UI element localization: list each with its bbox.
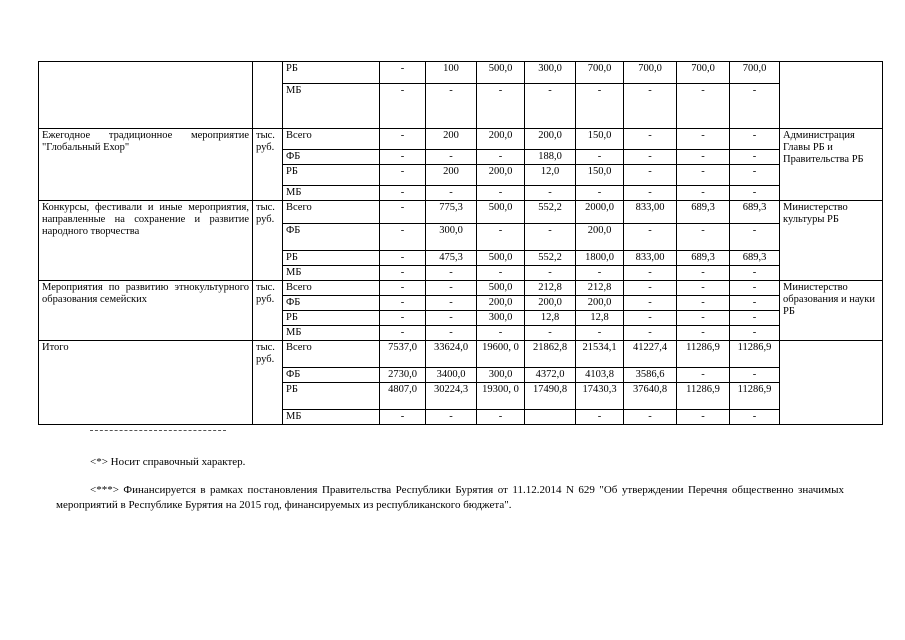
footnote-separator [90, 430, 226, 431]
value-cell: 200 [426, 165, 477, 186]
value-cell: - [677, 129, 730, 150]
value-cell: - [624, 224, 677, 251]
value-cell: - [426, 84, 477, 129]
unit-cell [253, 62, 283, 129]
funding-source: ФБ [283, 224, 380, 251]
value-cell: - [730, 150, 780, 165]
value-cell: - [677, 281, 730, 296]
value-cell: 700,0 [677, 62, 730, 84]
value-cell: - [576, 84, 624, 129]
value-cell: 552,2 [525, 251, 576, 266]
value-cell: 500,0 [477, 251, 525, 266]
unit-cell: тыс. руб. [253, 129, 283, 201]
value-cell: - [380, 326, 426, 341]
table-row [39, 62, 883, 84]
value-cell: - [576, 266, 624, 281]
value-cell: 212,8 [525, 281, 576, 296]
unit-cell: тыс. руб. [253, 281, 283, 341]
value-cell: - [677, 266, 730, 281]
value-cell: - [624, 150, 677, 165]
value-cell: 12,8 [576, 311, 624, 326]
value-cell: 300,0 [477, 368, 525, 383]
funding-source: ФБ [283, 296, 380, 311]
value-cell: - [477, 150, 525, 165]
value-cell: - [426, 266, 477, 281]
value-cell: 689,3 [677, 201, 730, 224]
value-cell [525, 410, 576, 425]
table-row [39, 201, 883, 224]
funding-source: РБ [283, 62, 380, 84]
funding-source: МБ [283, 84, 380, 129]
value-cell: 200,0 [576, 296, 624, 311]
value-cell: - [477, 84, 525, 129]
value-cell: - [730, 266, 780, 281]
value-cell: - [477, 224, 525, 251]
value-cell: 11286,9 [677, 341, 730, 368]
value-cell: - [380, 129, 426, 150]
value-cell: - [730, 281, 780, 296]
value-cell: - [426, 150, 477, 165]
value-cell: - [677, 311, 730, 326]
value-cell: 150,0 [576, 129, 624, 150]
executor-cell: Министерство культуры РБ [780, 201, 883, 281]
footnote-2: <***> Финансируется в рамках постановления Правительства Республики Бурятия от 11.12.2014 N 629 "Об утверждении Перечня общественно значимых мероприятий в Республике Бурятия на 2015 год, финансируемых из республиканского бюджета". [56, 484, 844, 511]
value-cell: - [730, 368, 780, 383]
activity-name: Конкурсы, фестивали и иные мероприятия, направленные на сохранение и развитие народного творчества [39, 201, 253, 281]
value-cell: 2730,0 [380, 368, 426, 383]
executor-cell [780, 341, 883, 425]
value-cell: 4103,8 [576, 368, 624, 383]
table-row [39, 281, 883, 296]
value-cell: - [380, 165, 426, 186]
value-cell: 200,0 [576, 224, 624, 251]
funding-source: МБ [283, 410, 380, 425]
value-cell: - [730, 129, 780, 150]
funding-source: МБ [283, 266, 380, 281]
value-cell: - [380, 281, 426, 296]
funding-source: ФБ [283, 150, 380, 165]
value-cell: 1800,0 [576, 251, 624, 266]
value-cell: - [477, 326, 525, 341]
value-cell: - [730, 311, 780, 326]
value-cell: 19600, 0 [477, 341, 525, 368]
value-cell: 300,0 [426, 224, 477, 251]
value-cell: - [730, 296, 780, 311]
unit-cell: тыс. руб. [253, 201, 283, 281]
value-cell: - [426, 186, 477, 201]
value-cell: 11286,9 [677, 383, 730, 410]
value-cell: - [624, 165, 677, 186]
value-cell: 33624,0 [426, 341, 477, 368]
value-cell: 700,0 [730, 62, 780, 84]
budget-table [38, 61, 883, 425]
value-cell: 700,0 [624, 62, 677, 84]
value-cell: 833,00 [624, 201, 677, 224]
value-cell: 7537,0 [380, 341, 426, 368]
value-cell: 300,0 [477, 311, 525, 326]
value-cell: - [477, 266, 525, 281]
value-cell: - [624, 311, 677, 326]
value-cell: 200,0 [525, 129, 576, 150]
activity-name: Ежегодное традиционное мероприятие "Глобальный Ехор" [39, 129, 253, 201]
value-cell: - [525, 326, 576, 341]
value-cell: - [677, 224, 730, 251]
value-cell: - [576, 326, 624, 341]
executor-cell [780, 62, 883, 129]
value-cell: - [624, 84, 677, 129]
funding-source: РБ [283, 311, 380, 326]
value-cell: - [477, 186, 525, 201]
value-cell: 200,0 [477, 129, 525, 150]
value-cell: - [426, 296, 477, 311]
funding-source: Всего [283, 341, 380, 368]
value-cell: 11286,9 [730, 383, 780, 410]
value-cell: - [525, 224, 576, 251]
value-cell: - [677, 150, 730, 165]
value-cell: 500,0 [477, 281, 525, 296]
value-cell: - [730, 186, 780, 201]
value-cell: 689,3 [730, 201, 780, 224]
activity-name: Мероприятия по развитию этнокультурного образования семейских [39, 281, 253, 341]
executor-cell: Министерство образования и науки РБ [780, 281, 883, 341]
value-cell: 833,00 [624, 251, 677, 266]
funding-source: Всего [283, 281, 380, 296]
funding-source: Всего [283, 129, 380, 150]
table-row [39, 129, 883, 150]
value-cell: - [477, 410, 525, 425]
value-cell: - [380, 150, 426, 165]
value-cell: - [677, 368, 730, 383]
value-cell: - [380, 84, 426, 129]
value-cell: - [525, 266, 576, 281]
value-cell: 500,0 [477, 201, 525, 224]
value-cell: - [624, 129, 677, 150]
value-cell: - [380, 266, 426, 281]
value-cell: 689,3 [677, 251, 730, 266]
value-cell: 17430,3 [576, 383, 624, 410]
value-cell: - [624, 266, 677, 281]
value-cell: 11286,9 [730, 341, 780, 368]
executor-cell: Администрация Главы РБ и Правительства РБ [780, 129, 883, 201]
table-row [39, 341, 883, 368]
value-cell: 37640,8 [624, 383, 677, 410]
value-cell: 30224,3 [426, 383, 477, 410]
value-cell: - [380, 224, 426, 251]
value-cell: 775,3 [426, 201, 477, 224]
value-cell: 150,0 [576, 165, 624, 186]
value-cell: 188,0 [525, 150, 576, 165]
value-cell: - [426, 410, 477, 425]
value-cell: 300,0 [525, 62, 576, 84]
value-cell: 200,0 [477, 296, 525, 311]
funding-source: РБ [283, 165, 380, 186]
value-cell: 500,0 [477, 62, 525, 84]
value-cell: - [730, 326, 780, 341]
value-cell: 700,0 [576, 62, 624, 84]
value-cell: - [677, 84, 730, 129]
value-cell: - [426, 311, 477, 326]
value-cell: - [677, 165, 730, 186]
funding-source: Всего [283, 201, 380, 224]
value-cell: - [380, 186, 426, 201]
value-cell: - [624, 296, 677, 311]
value-cell: 41227,4 [624, 341, 677, 368]
value-cell: - [426, 326, 477, 341]
value-cell: 689,3 [730, 251, 780, 266]
unit-cell: тыс. руб. [253, 341, 283, 425]
activity-name: Итого [39, 341, 253, 425]
value-cell: - [525, 84, 576, 129]
value-cell: 200 [426, 129, 477, 150]
value-cell: 552,2 [525, 201, 576, 224]
value-cell: 21534,1 [576, 341, 624, 368]
value-cell: - [576, 186, 624, 201]
value-cell: 3400,0 [426, 368, 477, 383]
funding-source: РБ [283, 383, 380, 410]
value-cell: - [576, 150, 624, 165]
funding-source: РБ [283, 251, 380, 266]
value-cell: 17490,8 [525, 383, 576, 410]
value-cell: - [380, 311, 426, 326]
value-cell: 212,8 [576, 281, 624, 296]
value-cell: - [380, 201, 426, 224]
value-cell: - [730, 84, 780, 129]
value-cell: 21862,8 [525, 341, 576, 368]
value-cell: - [624, 186, 677, 201]
value-cell: 100 [426, 62, 477, 84]
value-cell: - [624, 410, 677, 425]
value-cell: - [677, 410, 730, 425]
value-cell: - [380, 251, 426, 266]
value-cell: 475,3 [426, 251, 477, 266]
value-cell: - [576, 410, 624, 425]
funding-source: ФБ [283, 368, 380, 383]
value-cell: 4372,0 [525, 368, 576, 383]
value-cell: - [677, 186, 730, 201]
value-cell: 12,8 [525, 311, 576, 326]
funding-source: МБ [283, 186, 380, 201]
footnote-1: <*> Носит справочный характер. [90, 456, 246, 468]
value-cell: - [730, 410, 780, 425]
value-cell: - [624, 281, 677, 296]
value-cell: - [380, 62, 426, 84]
value-cell: 12,0 [525, 165, 576, 186]
value-cell: 2000,0 [576, 201, 624, 224]
value-cell: - [730, 224, 780, 251]
funding-source: МБ [283, 326, 380, 341]
value-cell: 4807,0 [380, 383, 426, 410]
value-cell: - [624, 326, 677, 341]
value-cell: 3586,6 [624, 368, 677, 383]
value-cell: 200,0 [525, 296, 576, 311]
activity-name [39, 62, 253, 129]
value-cell: 19300, 0 [477, 383, 525, 410]
value-cell: 200,0 [477, 165, 525, 186]
value-cell: - [677, 296, 730, 311]
value-cell: - [426, 281, 477, 296]
value-cell: - [380, 410, 426, 425]
value-cell: - [730, 165, 780, 186]
value-cell: - [525, 186, 576, 201]
value-cell: - [677, 326, 730, 341]
value-cell: - [380, 296, 426, 311]
